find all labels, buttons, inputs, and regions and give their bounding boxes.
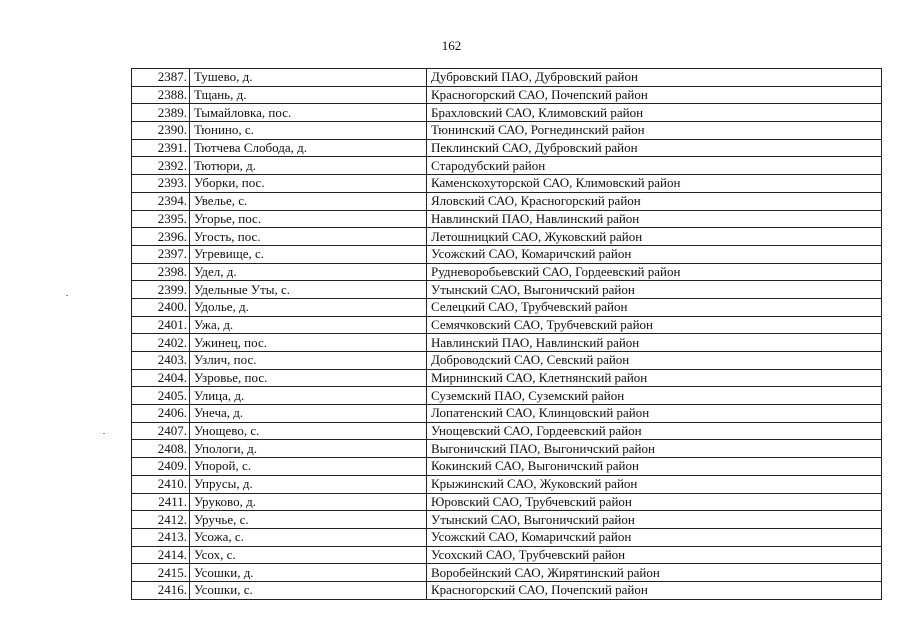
table-row [132,86,882,104]
admin-unit-cell: Крыжинский САО, Жуковский район [427,475,882,493]
admin-unit-cell: Дубровский ПАО, Дубровский район [427,69,882,87]
table-row [132,175,882,193]
admin-unit-cell: Летошницкий САО, Жуковский район [427,228,882,246]
table-row [132,581,882,599]
row-number-cell: 2398. [132,263,190,281]
settlement-name-cell: Уборки, пос. [190,175,427,193]
admin-unit-cell: Утынский САО, Выгоничский район [427,281,882,299]
settlement-name-cell: Узровье, пос. [190,369,427,387]
settlement-name-cell: Усох, с. [190,546,427,564]
settlement-table-body [132,69,882,600]
table-row [132,298,882,316]
settlement-name-cell: Удел, д. [190,263,427,281]
table-row [132,352,882,370]
table-row [132,210,882,228]
settlement-name-cell: Удолье, д. [190,298,427,316]
row-number-cell: 2392. [132,157,190,175]
table-row [132,546,882,564]
admin-unit-cell: Красногорский САО, Почепский район [427,581,882,599]
settlement-name-cell: Угость, пос. [190,228,427,246]
admin-unit-cell: Каменскохуторской САО, Климовский район [427,175,882,193]
table-row [132,245,882,263]
row-number-cell: 2391. [132,139,190,157]
admin-unit-cell: Доброводский САО, Севский район [427,352,882,370]
table-row [132,458,882,476]
row-number-cell: 2402. [132,334,190,352]
admin-unit-cell: Воробейнский САО, Жирятинский район [427,564,882,582]
settlement-name-cell: Тымайловка, пос. [190,104,427,122]
table-row [132,334,882,352]
admin-unit-cell: Мирнинский САО, Клетнянский район [427,369,882,387]
row-number-cell: 2400. [132,298,190,316]
admin-unit-cell: Брахловский САО, Климовский район [427,104,882,122]
admin-unit-cell: Суземский ПАО, Суземский район [427,387,882,405]
table-row [132,69,882,87]
admin-unit-cell: Юровский САО, Трубчевский район [427,493,882,511]
admin-unit-cell: Пеклинский САО, Дубровский район [427,139,882,157]
table-row [132,104,882,122]
row-number-cell: 2393. [132,175,190,193]
row-number-cell: 2406. [132,405,190,423]
settlement-name-cell: Уруково, д. [190,493,427,511]
table-row [132,405,882,423]
row-number-cell: 2394. [132,192,190,210]
settlement-name-cell: Уручье, с. [190,511,427,529]
admin-unit-cell: Красногорский САО, Почепский район [427,86,882,104]
settlement-name-cell: Узлич, пос. [190,352,427,370]
table-row [132,157,882,175]
row-number-cell: 2407. [132,422,190,440]
admin-unit-cell: Тюнинский САО, Рогнединский район [427,122,882,140]
settlement-name-cell: Унощево, с. [190,422,427,440]
table-row [132,192,882,210]
admin-unit-cell: Рудневоробьевский САО, Гордеевский район [427,263,882,281]
row-number-cell: 2412. [132,511,190,529]
settlement-name-cell: Тюнино, с. [190,122,427,140]
row-number-cell: 2388. [132,86,190,104]
row-number-cell: 2403. [132,352,190,370]
table-row [132,564,882,582]
row-number-cell: 2401. [132,316,190,334]
settlement-name-cell: Удельные Уты, с. [190,281,427,299]
admin-unit-cell: Навлинский ПАО, Навлинский район [427,210,882,228]
table-row [132,528,882,546]
row-number-cell: 2397. [132,245,190,263]
row-number-cell: 2399. [132,281,190,299]
admin-unit-cell: Стародубский район [427,157,882,175]
row-number-cell: 2410. [132,475,190,493]
row-number-cell: 2415. [132,564,190,582]
admin-unit-cell: Усохский САО, Трубчевский район [427,546,882,564]
row-number-cell: 2416. [132,581,190,599]
admin-unit-cell: Выгоничский ПАО, Выгоничский район [427,440,882,458]
row-number-cell: 2396. [132,228,190,246]
settlement-name-cell: Тютчева Слобода, д. [190,139,427,157]
row-number-cell: 2414. [132,546,190,564]
settlement-name-cell: Унеча, д. [190,405,427,423]
table-row [132,369,882,387]
admin-unit-cell: Усожский САО, Комаричский район [427,528,882,546]
settlement-name-cell: Улица, д. [190,387,427,405]
settlement-name-cell: Угревище, с. [190,245,427,263]
admin-unit-cell: Кокинский САО, Выгоничский район [427,458,882,476]
table-row [132,475,882,493]
table-row [132,422,882,440]
admin-unit-cell: Навлинский ПАО, Навлинский район [427,334,882,352]
row-number-cell: 2405. [132,387,190,405]
admin-unit-cell: Селецкий САО, Трубчевский район [427,298,882,316]
settlement-name-cell: Ужа, д. [190,316,427,334]
settlement-name-cell: Усошки, д. [190,564,427,582]
row-number-cell: 2390. [132,122,190,140]
settlement-name-cell: Упологи, д. [190,440,427,458]
admin-unit-cell: Лопатенский САО, Клинцовский район [427,405,882,423]
table-row [132,281,882,299]
table-row [132,493,882,511]
settlement-name-cell: Усошки, с. [190,581,427,599]
row-number-cell: 2395. [132,210,190,228]
table-row [132,228,882,246]
table-row [132,387,882,405]
row-number-cell: 2409. [132,458,190,476]
settlement-name-cell: Ужинец, пос. [190,334,427,352]
row-number-cell: 2389. [132,104,190,122]
row-number-cell: 2387. [132,69,190,87]
settlement-name-cell: Тщань, д. [190,86,427,104]
admin-unit-cell: Семячковский САО, Трубчевский район [427,316,882,334]
admin-unit-cell: Унощевский САО, Гордеевский район [427,422,882,440]
table-row [132,122,882,140]
settlement-name-cell: Тушево, д. [190,69,427,87]
scan-speck [66,295,68,296]
row-number-cell: 2408. [132,440,190,458]
settlement-name-cell: Тютюри, д. [190,157,427,175]
page-number: 162 [441,38,462,53]
row-number-cell: 2404. [132,369,190,387]
settlement-name-cell: Усожа, с. [190,528,427,546]
admin-unit-cell: Яловский САО, Красногорский район [427,192,882,210]
settlement-name-cell: Увелье, с. [190,192,427,210]
scan-speck [103,433,105,434]
settlement-name-cell: Угорье, пос. [190,210,427,228]
table-row [132,263,882,281]
table-row [132,440,882,458]
table-row [132,316,882,334]
settlement-name-cell: Упорой, с. [190,458,427,476]
admin-unit-cell: Утынский САО, Выгоничский район [427,511,882,529]
row-number-cell: 2411. [132,493,190,511]
settlement-table [131,68,882,600]
admin-unit-cell: Усожский САО, Комаричский район [427,245,882,263]
row-number-cell: 2413. [132,528,190,546]
settlement-name-cell: Упрусы, д. [190,475,427,493]
table-row [132,511,882,529]
table-row [132,139,882,157]
